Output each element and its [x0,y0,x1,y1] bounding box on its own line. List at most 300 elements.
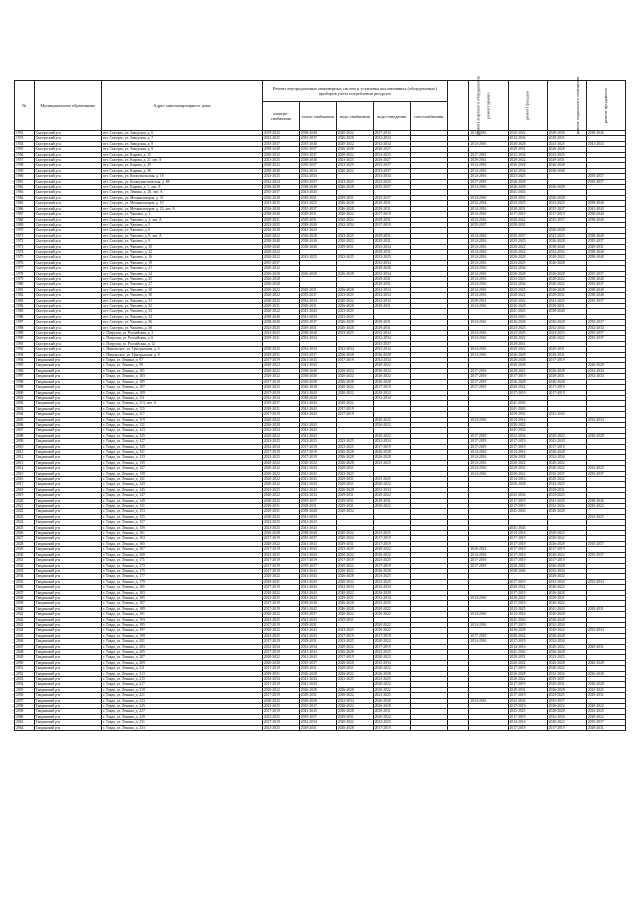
cell-row-number: 2044 [15,628,35,633]
cell-row-number: 2018 [15,487,35,492]
cell-heat: 2035-2037 [299,704,336,709]
cell-roof: 2014-2016 [469,455,508,460]
cell-municipality: Сысертский р-н [34,228,101,233]
cell-heat: 2029-2031 [299,304,336,309]
cell-electric: 2020-2022 [262,287,299,292]
cell-sewer: 2020-2022 [373,374,410,379]
cell-facade: 2020-2022 [508,244,547,249]
cell-roof: 2017-2019 [469,444,508,449]
cell-municipality: Тавдинский р-н [34,563,101,568]
cell-municipality: Тавдинский р-н [34,725,101,730]
cell-row-number: 2007 [15,428,35,433]
cell-roof: 2014-2016 [469,233,508,238]
cell-foundation: 2029-2031 [586,693,625,698]
cell-facade: 2029-2031 [508,687,547,692]
cell-roof: 2017-2019 [469,385,508,390]
cell-municipality: Тавдинский р-н [34,617,101,622]
cell-row-number: 2046 [15,639,35,644]
cell-address: г. Тавда, ул. Ленина, д. 213 [101,671,262,676]
cell-sewer: 2035-2037 [373,185,410,190]
cell-basement: 2026-2028 [547,320,586,325]
cell-basement: 2035-2037 [547,206,586,211]
cell-sewer: 2026-2027 [373,158,410,163]
cell-address: г. Тавда, ул. Ленина, д. 157 [101,520,262,525]
cell-heat: 2041-2043 [299,682,336,687]
cell-heat: 2023-2025 [299,201,336,206]
cell-water: 2026-2028 [336,709,373,714]
cell-address: г. Тавда, ул. Ленина, д. 205 [101,650,262,655]
cell-facade: 2017-2019 [508,547,547,552]
cell-sewer: 2023-2025 [373,579,410,584]
cell-heat: 2038-2040 [299,158,336,163]
cell-roof: 2017-2019 [469,439,508,444]
cell-roof: 2014-2016 [469,244,508,249]
cell-electric: 2017-2019 [262,563,299,568]
cell-foundation: 2026-2028 [586,433,625,438]
cell-row-number: 1959 [15,168,35,173]
cell-foundation: 2023-2025 [586,466,625,471]
cell-address: г. Тавда, ул. Ленина, д. 109 [101,390,262,395]
cell-electric: 2017-2019 [262,558,299,563]
cell-basement: 2032-2034 [547,249,586,254]
cell-row-number: 2033 [15,568,35,573]
cell-heat: 2041-2043 [299,401,336,406]
cell-heat: 2041-2043 [299,390,336,395]
cell-sewer: 2029-2031 [373,239,410,244]
cell-address: г. Тавда, ул. Ленина, д. 135 [101,460,262,465]
cell-roof: 2014-2016 [469,276,508,281]
cell-elevator [447,725,469,730]
cell-electric: 2032-2034 [262,179,299,184]
cell-water: 2026-2028 [336,449,373,454]
header-foundation: ремонт фундамента [586,81,625,131]
cell-electric: 2023-2025 [262,455,299,460]
cell-basement: 2026-2028 [547,379,586,384]
cell-heat: 2041-2043 [299,525,336,530]
cell-facade: 2023-2025 [508,201,547,206]
cell-address: пгт. Сысерть, ул. Чапаева, д. 33 [101,309,262,314]
cell-water: 2020-2022 [336,374,373,379]
cell-electric: 2026-2028 [262,276,299,281]
cell-water: 2023-2025 [336,677,373,682]
cell-heat: 2035-2037 [299,320,336,325]
cell-electric: 2020-2022 [262,493,299,498]
cell-address: г. Тавда, ул. Ленина, д. 221 [101,693,262,698]
cell-foundation: 2026-2028 [586,660,625,665]
cell-electric: 2020-2022 [262,514,299,519]
cell-roof: 2014-2016 [469,320,508,325]
cell-electric: 2023-2025 [262,633,299,638]
table-row [15,725,626,730]
cell-basement: 2026-2028 [547,228,586,233]
cell-municipality: Тавдинский р-н [34,660,101,665]
cell-electric: 2023-2025 [262,325,299,330]
cell-address: г. Тавда, ул. Ленина, д. 209 [101,660,262,665]
cell-address: г. Тавда, ул. Ленина, д. 159 [101,525,262,530]
cell-address: пгт. Сысерть, ул. Чапаева, д. 4, лит. А [101,217,262,222]
cell-foundation: 2038-2040 [586,498,625,503]
cell-row-number: 2059 [15,709,35,714]
cell-water: 2023-2025 [336,314,373,319]
cell-water: 2023-2025 [336,309,373,314]
cell-facade: 2017-2019 [508,579,547,584]
cell-roof: 2014-2016 [469,347,508,352]
cell-heat: 2032-2034 [299,720,336,725]
cell-row-number: 2039 [15,601,35,606]
cell-water: 2032-2034 [336,347,373,352]
cell-row-number: 2020 [15,498,35,503]
cell-municipality: Сысертский р-н [34,352,101,357]
cell-sewer: 2029-2031 [373,276,410,281]
cell-facade: 2026-2028 [508,352,547,357]
cell-address: с. Патруши, ул. Российская, д. 3 [101,331,262,336]
cell-water: 2020-2022 [336,704,373,709]
cell-heat: 2032-2034 [299,347,336,352]
cell-electric: 2026-2028 [262,282,299,287]
cell-address: г. Тавда, ул. Ленина, д. 169 [101,552,262,557]
cell-basement: 2020-2022 [547,336,586,341]
cell-row-number: 1962 [15,185,35,190]
cell-municipality: Тавдинский р-н [34,374,101,379]
cell-sewer: 2035-2037 [373,163,410,168]
cell-row-number: 2000 [15,390,35,395]
cell-municipality: Тавдинский р-н [34,612,101,617]
cell-roof: 2014-2016 [469,141,508,146]
cell-foundation: 2035-2037 [586,282,625,287]
cell-municipality: Тавдинский р-н [34,363,101,368]
cell-foundation: 2032-2034 [586,628,625,633]
cell-water: 2026-2028 [336,606,373,611]
cell-address: г. Тавда, ул. Ленина, д. 179 [101,579,262,584]
cell-municipality: Тавдинский р-н [34,568,101,573]
cell-foundation: 2035-2037 [586,239,625,244]
cell-heat: 2038-2040 [299,509,336,514]
cell-heat: 2038-2040 [299,239,336,244]
cell-row-number: 1972 [15,239,35,244]
cell-basement: 2035-2037 [547,217,586,222]
cell-address: с. Никольское, ул. Центральная, д. 8 [101,352,262,357]
cell-sewer: 2029-2031 [373,304,410,309]
cell-sewer: 2023-2025 [373,460,410,465]
cell-basement: 2020-2022 [547,644,586,649]
cell-heat: 2041-2043 [299,482,336,487]
cell-electric: 2020-2022 [262,655,299,660]
cell-address: пгт. Сысерть, ул. Заводская, д. 8 [101,141,262,146]
cell-facade: 2032-2034 [508,433,547,438]
cell-electric: 2020-2022 [262,541,299,546]
cell-address: пгт. Сысерть, ул. Чапаева, д. 9 [101,239,262,244]
cell-facade: 2038-2040 [508,568,547,573]
cell-facade: 2014-2016 [508,417,547,422]
cell-sewer: 2026-2028 [373,704,410,709]
cell-basement: 2032-2034 [547,714,586,719]
cell-heat: 2017-2019 [299,558,336,563]
cell-sewer: 2029-2031 [373,233,410,238]
cell-basement: 2017-2019 [547,547,586,552]
cell-heat: 2041-2043 [299,617,336,622]
cell-electric: 2020-2022 [262,233,299,238]
cell-electric: 2020-2022 [262,152,299,157]
cell-row-number: 2013 [15,460,35,465]
cell-roof: 2014-2016 [469,131,508,136]
cell-roof: 2014-2016 [469,622,508,627]
header-address: Адрес многоквартирного дома [101,81,262,131]
cell-basement: 2020-2022 [547,666,586,671]
cell-foundation: 2035-2037 [586,331,625,336]
cell-heat: 2041-2043 [299,541,336,546]
cell-water: 2029-2031 [336,493,373,498]
cell-sewer: 2032-2034 [373,358,410,363]
cell-water: 2026-2028 [336,660,373,665]
cell-row-number: 1966 [15,206,35,211]
cell-foundation: 2029-2031 [586,644,625,649]
cell-municipality: Тавдинский р-н [34,541,101,546]
cell-heat: 2041-2043 [299,363,336,368]
cell-water: 2026-2028 [336,487,373,492]
cell-water: 2017-2019 [336,406,373,411]
cell-row-number: 2032 [15,563,35,568]
cell-municipality: Сысертский р-н [34,249,101,254]
cell-facade: 2029-2031 [508,412,547,417]
cell-water: 2020-2022 [336,579,373,584]
cell-row-number: 2010 [15,444,35,449]
cell-municipality: Тавдинский р-н [34,439,101,444]
cell-heat: 2035-2037 [299,136,336,141]
cell-facade: 2017-2019 [508,590,547,595]
cell-water: 2023-2025 [336,331,373,336]
cell-municipality: Сысертский р-н [34,222,101,227]
cell-facade: 2020-2022 [508,585,547,590]
cell-facade: 2026-2028 [508,671,547,676]
cell-basement: 2038-2040 [547,168,586,173]
cell-basement: 2023-2025 [547,233,586,238]
cell-electric: 2020-2022 [262,477,299,482]
cell-basement: 2026-2028 [547,590,586,595]
cell-water: 2029-2031 [336,195,373,200]
cell-basement: 2029-2031 [547,487,586,492]
cell-water: 2023-2025 [336,293,373,298]
cell-basement: 2026-2028 [547,195,586,200]
cell-municipality: Сысертский р-н [34,255,101,260]
cell-roof: 2017-2019 [469,152,508,157]
cell-basement: 2032-2034 [547,639,586,644]
cell-basement: 2026-2028 [547,563,586,568]
cell-row-number: 1968 [15,217,35,222]
cell-water: 2023-2025 [336,255,373,260]
cell-facade: 2029-2031 [508,195,547,200]
cell-row-number: 1982 [15,293,35,298]
cell-facade: 2041-2043 [508,309,547,314]
cell-address: г. Тавда, ул. Ленина, д. 201 [101,639,262,644]
cell-municipality: Сысертский р-н [34,314,101,319]
cell-municipality: Тавдинский р-н [34,633,101,638]
cell-municipality: Тавдинский р-н [34,455,101,460]
cell-sewer: 2026-2028 [373,590,410,595]
cell-municipality: Сысертский р-н [34,239,101,244]
cell-address: г. Тавда, ул. Ленина, д. 103 [101,374,262,379]
cell-heat: 2038-2040 [299,222,336,227]
cell-address: пгт. Сысерть, ул. Кирова, д. 29 [101,163,262,168]
cell-electric: 2020-2022 [262,482,299,487]
cell-address: г. Тавда, ул. Ленина, д. 145 [101,487,262,492]
cell-basement: 2026-2028 [547,287,586,292]
header-utility-systems: Ремонт внутридомовых инженерных систем и установка коллективных (общедомовых) приборов учета потребления ресурсов [262,81,447,102]
cell-heat: 2035-2037 [299,147,336,152]
cell-facade: 2041-2043 [508,401,547,406]
cell-address: г. Тавда, ул. Ленина, д. 191 [101,612,262,617]
cell-row-number: 2057 [15,698,35,703]
cell-municipality: Сысертский р-н [34,163,101,168]
cell-water: 2029-2031 [336,666,373,671]
cell-sewer: 2017-2019 [373,725,410,730]
cell-electric: 2023-2025 [262,439,299,444]
cell-roof: 2017-2019 [469,633,508,638]
cell-row-number: 1986 [15,314,35,319]
cell-foundation: 2035-2037 [586,336,625,341]
cell-facade: 2023-2025 [508,260,547,265]
cell-basement: 2032-2034 [547,568,586,573]
cell-municipality: Тавдинский р-н [34,574,101,579]
cell-electric: 2017-2019 [262,622,299,627]
cell-water: 2020-2022 [336,168,373,173]
cell-sewer: 2029-2031 [373,201,410,206]
cell-address: г. Тавда, ул. Ленина, д. 229 [101,714,262,719]
cell-foundation: 2020-2022 [586,714,625,719]
cell-municipality: Сысертский р-н [34,271,101,276]
cell-facade: 2029-2031 [508,147,547,152]
cell-heat: 2023-2025 [299,255,336,260]
cell-water: 2020-2022 [336,531,373,536]
cell-heat: 2026-2028 [299,671,336,676]
cell-electric: 2029-2031 [262,352,299,357]
cell-basement: 2020-2022 [547,628,586,633]
cell-foundation: 2026-2028 [586,682,625,687]
cell-water: 2020-2022 [336,212,373,217]
cell-municipality: Тавдинский р-н [34,379,101,384]
cell-municipality: Тавдинский р-н [34,552,101,557]
cell-row-number: 1952 [15,131,35,136]
cell-water: 2017-2019 [336,358,373,363]
cell-electric: 2035-2037 [262,190,299,195]
cell-sewer: 2023-2025 [373,255,410,260]
cell-sewer: 2035-2037 [373,341,410,346]
cell-basement: 2026-2028 [547,612,586,617]
cell-facade: 2020-2022 [508,422,547,427]
cell-sewer: 2020-2022 [373,612,410,617]
cell-municipality: Сысертский р-н [34,244,101,249]
cell-basement: 2029-2031 [547,158,586,163]
cell-municipality: Сысертский р-н [34,287,101,292]
cell-water: 2029-2031 [336,498,373,503]
cell-address: пгт. Сысерть, ул. Чапаева, д. 32 [101,304,262,309]
cell-electric: 2023-2025 [262,158,299,163]
cell-heat: 2035-2037 [299,563,336,568]
cell-facade: 2017-2019 [508,558,547,563]
cell-electric: 2023-2025 [262,331,299,336]
cell-water: 2026-2028 [336,206,373,211]
cell-facade: 2023-2025 [508,709,547,714]
cell-sewer: 2032-2034 [373,244,410,249]
cell-basement: 2032-2034 [547,671,586,676]
cell-municipality: Тавдинский р-н [34,590,101,595]
header-gas: газо-снабжения [410,102,447,131]
cell-facade: 2032-2034 [508,152,547,157]
cell-electric: 2023-2025 [262,136,299,141]
cell-address: г. Тавда, ул. Ленина, д. 233 [101,725,262,730]
cell-facade: 2041-2043 [508,525,547,530]
cell-heat: 2029-2031 [299,287,336,292]
cell-heat: 2041-2043 [299,677,336,682]
cell-basement: 2023-2025 [547,201,586,206]
cell-row-number: 1992 [15,347,35,352]
cell-municipality: Сысертский р-н [34,341,101,346]
cell-water: 2026-2028 [336,320,373,325]
cell-water: 2020-2022 [336,390,373,395]
cell-facade: 2020-2022 [508,158,547,163]
cell-municipality: Сысертский р-н [34,331,101,336]
cell-basement: 2026-2028 [547,271,586,276]
cell-electric: 2020-2022 [262,687,299,692]
cell-foundation: 2035-2037 [586,720,625,725]
cell-row-number: 2043 [15,622,35,627]
cell-row-number: 2051 [15,666,35,671]
cell-water: 2029-2031 [336,541,373,546]
cell-facade: 2026-2028 [508,179,547,184]
cell-row-number: 1996 [15,368,35,373]
cell-municipality: Сысертский р-н [34,217,101,222]
cell-municipality: Сысертский р-н [34,131,101,136]
cell-facade: 2020-2022 [508,677,547,682]
cell-municipality: Тавдинский р-н [34,460,101,465]
cell-roof: 2014-2016 [469,612,508,617]
cell-water: 2029-2031 [336,504,373,509]
cell-heat: 2041-2043 [299,520,336,525]
cell-address: г. Тавда, ул. Ленина, д. 223 [101,698,262,703]
cell-address: пгт. Сысерть, ул. Кирова, д. 1, лит. А [101,185,262,190]
cell-facade: 2017-2019 [508,536,547,541]
cell-sewer: 2026-2028 [373,455,410,460]
cell-water: 2026-2028 [336,601,373,606]
cell-electric: 2017-2019 [262,568,299,573]
cell-municipality: Тавдинский р-н [34,520,101,525]
cell-sewer: 2029-2031 [373,325,410,330]
cell-heat: 2029-2031 [299,212,336,217]
cell-sewer: 2026-2028 [373,698,410,703]
cell-address: пгт. Сысерть, ул. Ленина, д. 28, лит. А [101,190,262,195]
cell-address: г. Тавда, ул. Ленина, д. 107 [101,385,262,390]
cell-sewer: 2032-2034 [373,439,410,444]
cell-facade: 2026-2028 [508,379,547,384]
cell-facade: 2017-2019 [508,622,547,627]
cell-row-number: 2038 [15,595,35,600]
cell-foundation: 2038-2040 [586,217,625,222]
cell-sewer: 2023-2025 [373,558,410,563]
cell-sewer: 2038-2040 [373,266,410,271]
cell-facade: 2020-2022 [508,471,547,476]
cell-heat: 2017-2019 [299,444,336,449]
cell-row-number: 1983 [15,298,35,303]
cell-heat: 2041-2043 [299,595,336,600]
cell-electric: 2020-2022 [262,363,299,368]
cell-municipality: Тавдинский р-н [34,682,101,687]
cell-facade: 2020-2022 [508,595,547,600]
cell-roof: 2014-2016 [469,168,508,173]
header-number: № [15,81,35,131]
cell-facade: 2017-2019 [508,725,547,730]
cell-municipality: Тавдинский р-н [34,471,101,476]
cell-address: пгт. Сысерть, ул. Чапаева, д. 1 [101,212,262,217]
cell-row-number: 2047 [15,644,35,649]
